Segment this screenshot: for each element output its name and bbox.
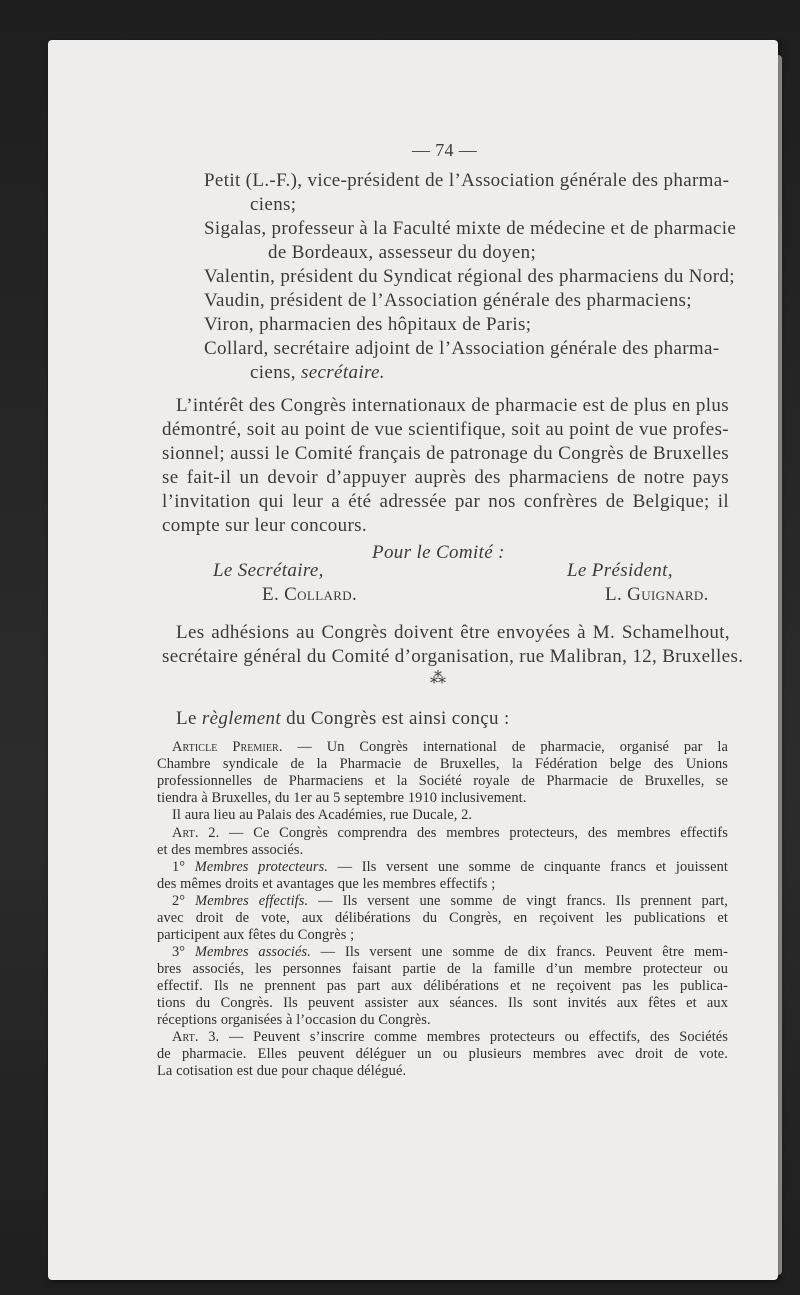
article1-line3: professionnelles de Pharmaciens et la Société royale de Pharmacie de Bruxelles, se [157, 773, 728, 789]
article1-location: Il aura lieu au Palais des Académies, rue Ducale, 2. [172, 807, 473, 823]
membres-effectifs-line3: participent aux fêtes du Congrès ; [157, 927, 355, 943]
collard-role-italic: secrétaire. [301, 362, 385, 383]
collard-line2-text: ciens, [250, 362, 301, 383]
article3-text: — Peuvent s’inscrire comme membres protecteurs ou effectifs, des Sociétés [219, 1029, 728, 1045]
secretaire-title: Le Secrétaire, [213, 560, 324, 581]
protecteurs-text: — Ils versent une somme de cinquante francs et jouissent [327, 859, 728, 875]
article3-line1 [172, 1029, 728, 1046]
membres-associes-line4: tions du Congrès. Ils peuvent assister aux séances. Ils sont invités aux fêtes et aux [157, 995, 728, 1011]
paragraph1-line5: l’invitation qui leur a été adressée par nos confrères de Belgique; il [162, 491, 729, 512]
paragraph1-line4: se fait-il un devoir d’appuyer auprès des pharmaciens de notre pays [162, 467, 729, 488]
paragraph1-line2: démontré, soit au point de vue scientifique, soit au point de vue profes- [162, 419, 729, 440]
asterism-separator: ⁂ [430, 668, 446, 687]
article2-text: — Ce Congrès comprendra des membres protecteurs, des membres effectifs [219, 825, 728, 841]
associes-text: — Ils versent une somme de dix francs. Peuvent être mem- [310, 944, 728, 960]
paragraph1-line6: compte sur leur concours. [162, 515, 368, 536]
paragraph1-line3: sionnel; aussi le Comité français de patronage du Congrès de Bruxelles [162, 443, 729, 464]
secretaire-name: E. Collard. [262, 584, 358, 605]
membres-associes-line3: effectif. Ils ne prennent pas part aux délibérations et ne reçoivent pas les publica- [157, 978, 728, 994]
member-valentin: Valentin, président du Syndicat régional des pharmaciens du Nord; [204, 266, 735, 287]
protecteurs-title: Membres protecteurs. [194, 859, 328, 875]
associes-title: Membres associés. [194, 944, 311, 960]
article2-lead: Art. 2. [172, 825, 220, 841]
membres-protecteurs-line2: des mêmes droits et avantages que les membres effectifs ; [157, 876, 496, 892]
membres-protecteurs-line1 [172, 859, 728, 876]
reglement-intro-after: du Congrès est ainsi conçu : [280, 708, 510, 729]
member-sigalas-line2: de Bordeaux, assesseur du doyen; [268, 242, 537, 263]
membres-effectifs-line1 [172, 893, 728, 910]
effectifs-text: — Ils versent une somme de vingt francs. Ils prennent part, [308, 893, 729, 909]
pour-le-comite: Pour le Comité : [372, 542, 505, 563]
member-vaudin: Vaudin, président de l’Association générale des pharmaciens; [204, 290, 692, 311]
article3-line3: La cotisation est due pour chaque délégué. [157, 1063, 407, 1079]
reglement-intro-before: Le [176, 708, 202, 729]
membres-associes-line5: réceptions organisées à l’occasion du Congrès. [157, 1012, 431, 1028]
article3-line2: de pharmacie. Elles peuvent déléguer un ou plusieurs membres avec droit de vote. [157, 1046, 728, 1062]
article1-line2: Chambre syndicale de la Pharmacie de Bruxelles, la Fédération belge des Unions [157, 756, 728, 772]
member-collard-line1: Collard, secrétaire adjoint de l’Association générale des pharma- [204, 338, 720, 359]
member-petit-line2: ciens; [250, 194, 297, 215]
article1-lead: Article Premier. [172, 739, 283, 755]
reglement-intro [176, 708, 510, 730]
president-name: L. Guignard. [605, 584, 709, 605]
effectifs-number: 2° [172, 893, 196, 909]
member-collard-line2 [250, 362, 385, 384]
membres-associes-line2: bres associés, les personnes faisant partie de la famille d’un membre protecteur ou [157, 961, 728, 977]
associes-number: 3° [172, 944, 195, 960]
member-petit-line1: Petit (L.-F.), vice-président de l’Association générale des pharma- [204, 170, 730, 191]
adhesions-line2: secrétaire général du Comité d’organisation, rue Malibran, 12, Bruxelles. [162, 646, 744, 667]
article2-line2: et des membres associés. [157, 842, 304, 858]
article1-line4: tiendra à Bruxelles, du 1er au 5 septembre 1910 inclusivement. [157, 790, 527, 806]
member-viron: Viron, pharmacien des hôpitaux de Paris; [204, 314, 532, 335]
protecteurs-number: 1° [172, 859, 195, 875]
adhesions-line1: Les adhésions au Congrès doivent être envoyées à M. Schamelhout, [176, 622, 730, 643]
president-title: Le Président, [567, 560, 673, 581]
article1-text: — Un Congrès international de pharmacie, organisé par la [282, 739, 728, 755]
membres-associes-line1 [172, 944, 728, 961]
article3-lead: Art. 3. [172, 1029, 220, 1045]
reglement-intro-italic: règlement [201, 708, 281, 729]
article2-line1 [172, 825, 728, 842]
article1-line1 [172, 739, 728, 756]
page-number: — 74 — [412, 140, 478, 160]
membres-effectifs-line2: avec droit de vote, aux délibérations du Congrès, en reçoivent les publications et [157, 910, 728, 926]
member-sigalas-line1: Sigalas, professeur à la Faculté mixte de médecine et de pharmacie [204, 218, 737, 239]
effectifs-title: Membres effectifs. [195, 893, 309, 909]
paragraph1-line1: L’intérêt des Congrès internationaux de pharmacie est de plus en plus [176, 395, 729, 416]
